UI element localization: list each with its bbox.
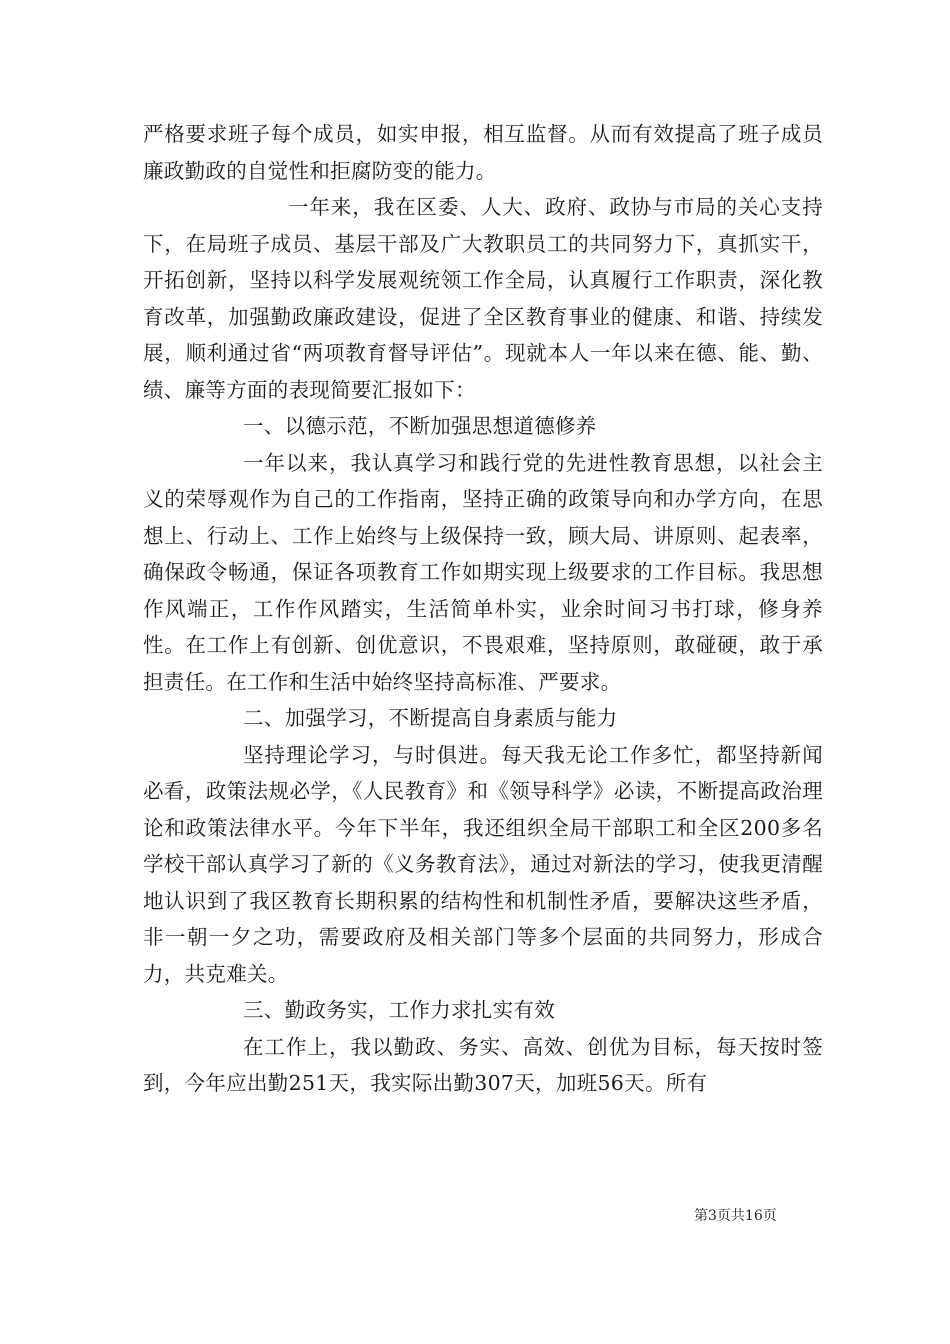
section-1-body: 一年以来，我认真学习和践行党的先进性教育思想，以社会主义的荣辱观作为自己的工作指南，坚持正确的政策导向和办学方向，在思想上、行动上、工作上始终与上级保持一致，顾大局、讲原则、起表率，确保政令畅通，保证各项教育工作如期实现上级要求的工作目标。我思想作风端正，工作作风踏实，生活简单朴实，业余时间习书打球，修身养性。在工作上有创新、创优意识，不畏艰难，坚持原则，敢碰硬，敢于承担责任。在工作和生活中始终坚持高标准、严要求。	[143, 450, 823, 694]
section-heading-1: 一、以德示范，不断加强思想道德修养	[243, 414, 597, 438]
document-body	[143, 116, 823, 1102]
section-heading-2: 二、加强学习，不断提高自身素质与能力	[243, 706, 618, 730]
section-3-body: 在工作上，我以勤政、务实、高效、创优为目标，每天按时签到，今年应出勤251天，我实际出勤307天，加班56天。所有	[143, 1034, 823, 1095]
paragraph-intro: 一年来，我在区委、人大、政府、政协与市局的关心支持下，在局班子成员、基层干部及广大教职员工的共同努力下，真抓实干，开拓创新，坚持以科学发展观统领工作全局，认真履行工作职责，深化教育改革，加强勤政廉政建设，促进了全区教育事业的健康、和谐、持续发展，顺利通过省“两项教育督导评估”。现就本人一年以来在德、能、勤、绩、廉等方面的表现简要汇报如下：	[143, 195, 823, 402]
page-number-footer: 第3页共16页	[694, 1208, 777, 1224]
section-2-body: 坚持理论学习，与时俱进。每天我无论工作多忙，都坚持新闻必看，政策法规必学，《人民教育》和《领导科学》必读，不断提高政治理论和政策法律水平。今年下半年，我还组织全局干部职工和全区200多名学校干部认真学习了新的《义务教育法》，通过对新法的学习，使我更清醒地认识到了我区教育长期积累的结构性和机制性矛盾，要解决这些矛盾，非一朝一夕之功，需要政府及相关部门等多个层面的共同努力，形成合力，共克难关。	[143, 742, 823, 986]
paragraph-continuation: 严格要求班子每个成员，如实申报，相互监督。从而有效提高了班子成员廉政勤政的自觉性和拒腐防变的能力。	[143, 122, 823, 183]
section-heading-3: 三、勤政务实，工作力求扎实有效	[243, 998, 555, 1022]
